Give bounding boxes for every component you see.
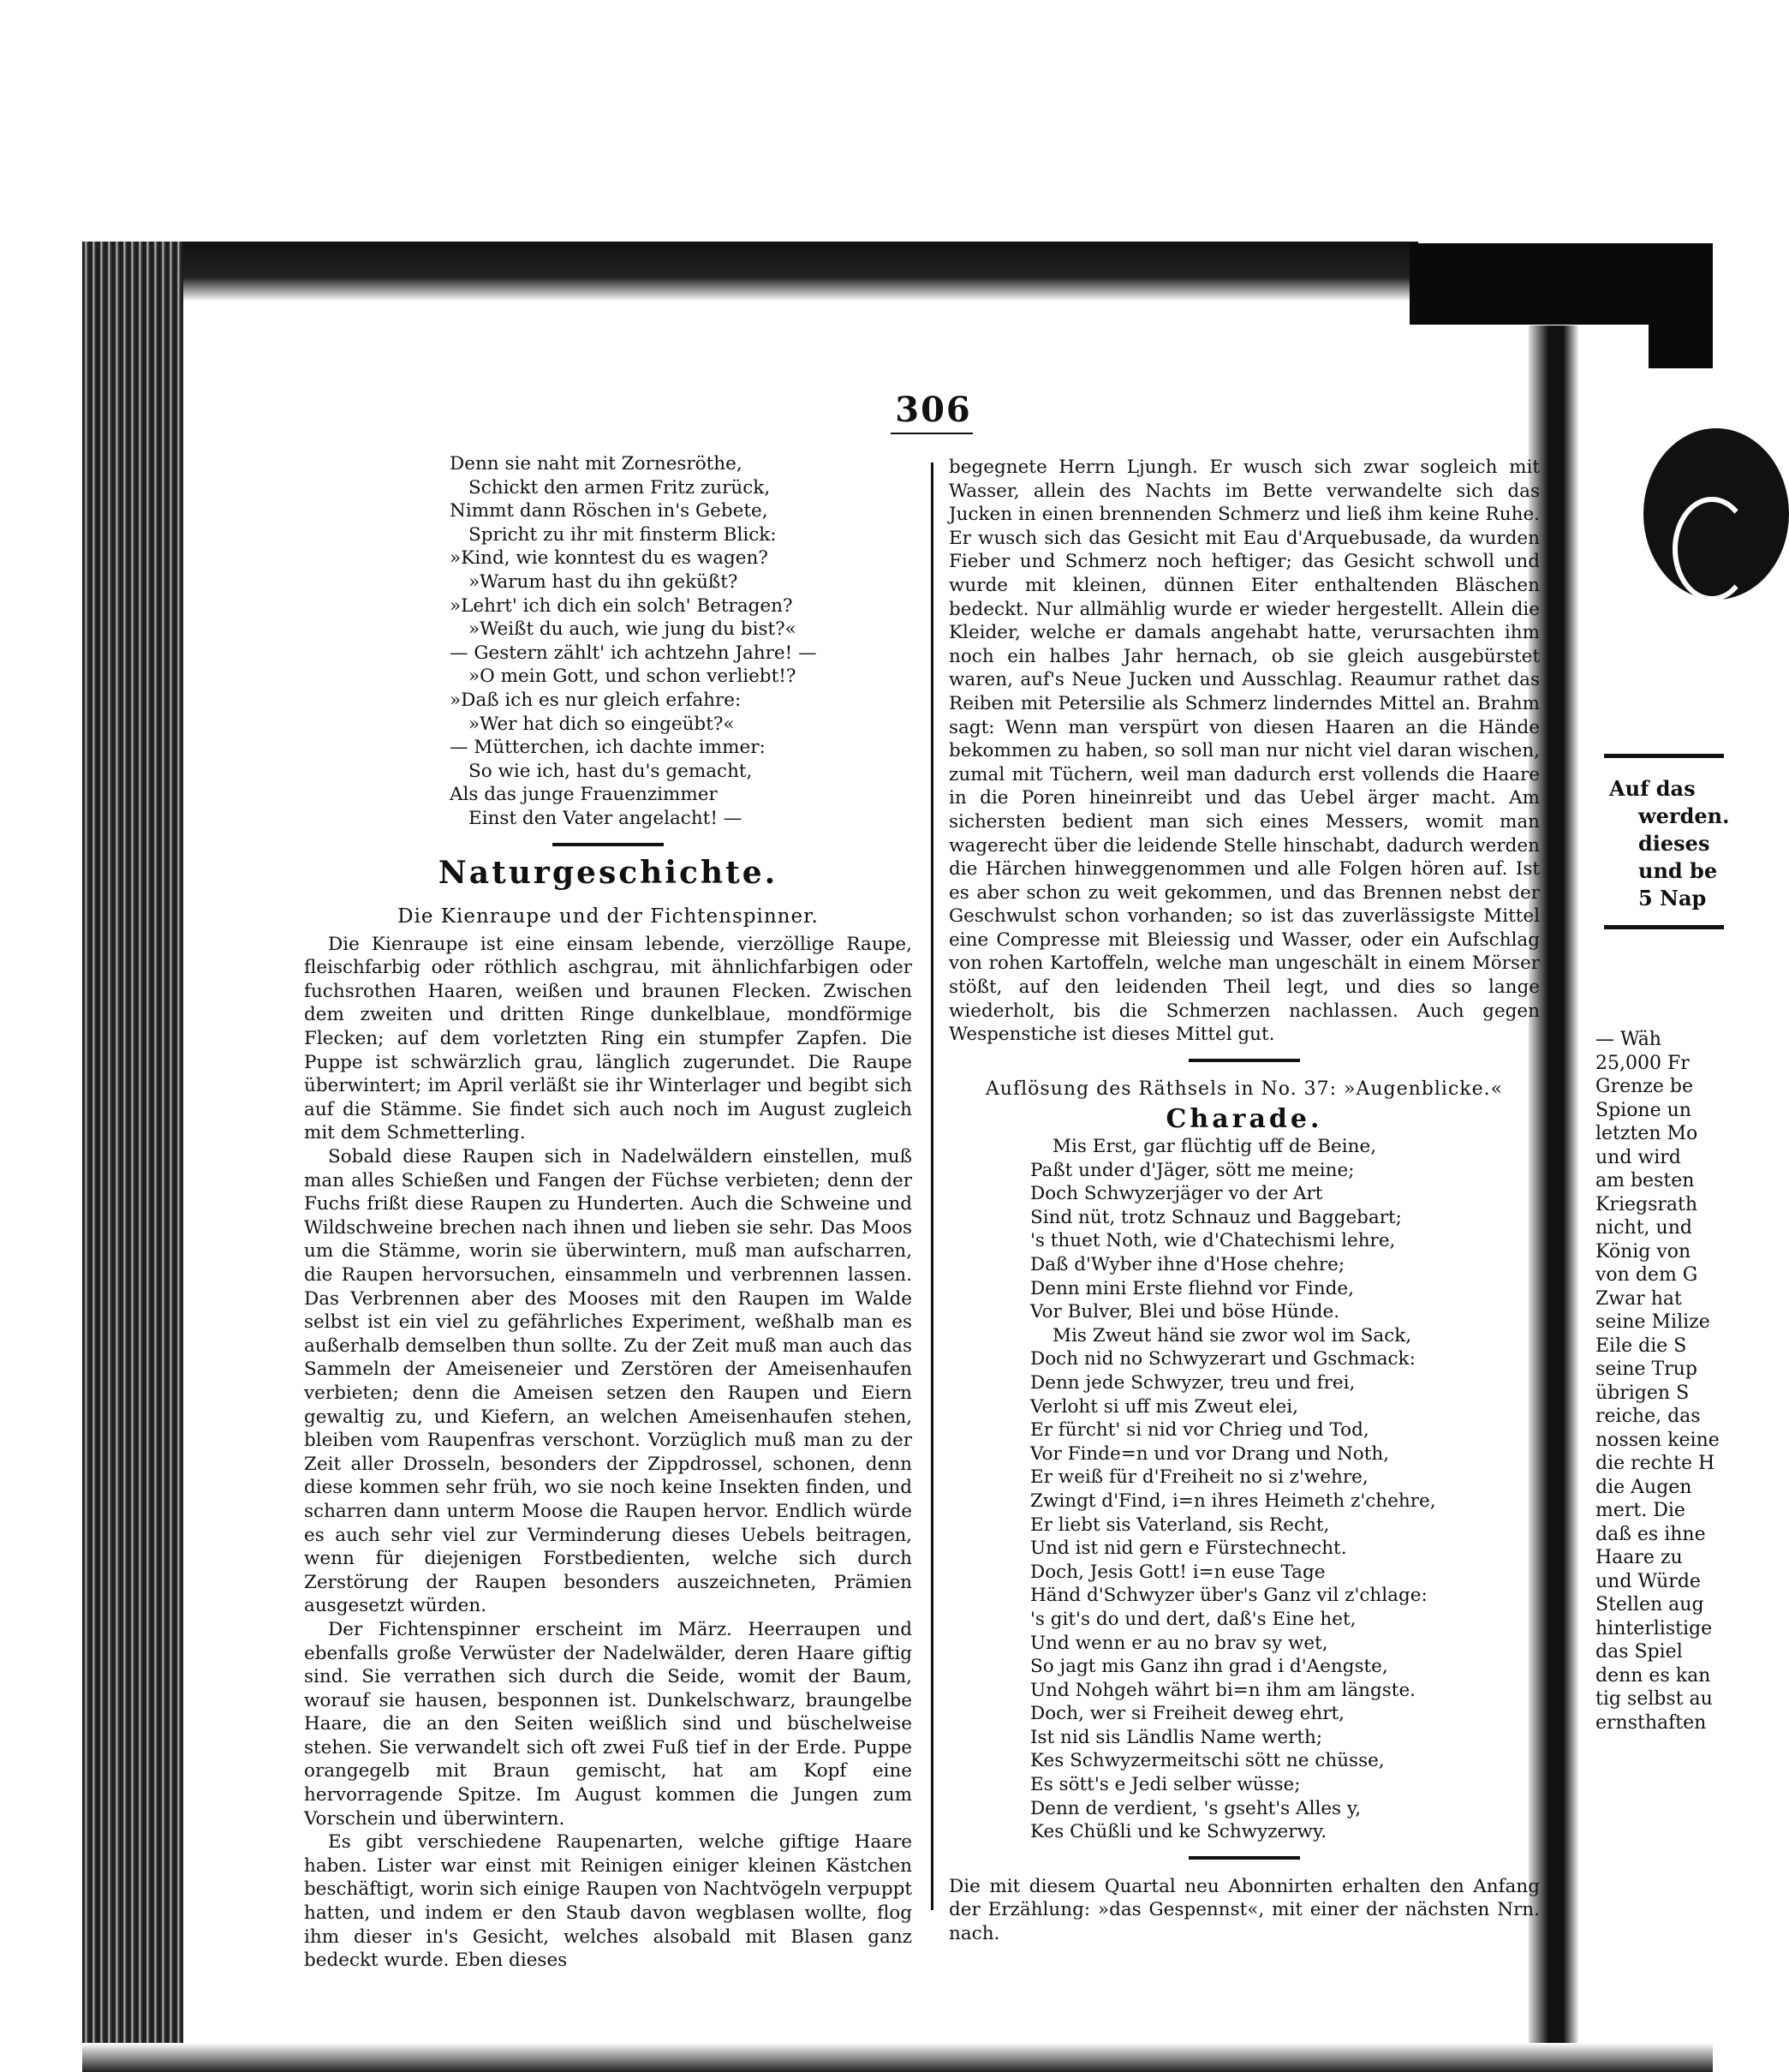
page-number: 306: [895, 390, 972, 430]
right-column: [949, 456, 1540, 1946]
charade-line: Denn mini Erste fliehnd vor Finde,: [1030, 1277, 1354, 1299]
poem-line: »Lehrt' ich dich ein solch' Betragen?: [450, 594, 793, 617]
poem-line: Als das junge Frauenzimmer: [450, 784, 718, 806]
section-heading: Naturgeschichte.: [438, 854, 778, 891]
facing-line: denn es kan: [1595, 1664, 1711, 1687]
facing-line: Spione un: [1595, 1099, 1691, 1121]
ad-line: dieses: [1638, 831, 1710, 856]
facing-line: nossen keine: [1595, 1429, 1720, 1451]
facing-line: übrigen S: [1595, 1382, 1690, 1404]
section-divider: [552, 843, 664, 846]
charade-line: Denn de verdient, 's gseht's Alles y,: [1030, 1797, 1362, 1819]
charade-line: Paßt under d'Jäger, sött me meine;: [1030, 1159, 1355, 1181]
scan-shadow: [1410, 243, 1713, 325]
charade-heading: Charade.: [1166, 1104, 1323, 1135]
facing-line: hinterlistige: [1595, 1617, 1713, 1639]
charade-line: Zwingt d'Find, i=n ihres Heimeth z'chehre,: [1030, 1490, 1436, 1512]
charade-poem: [1030, 1135, 1540, 1844]
poem-line: — Gestern zählt' ich achtzehn Jahre! —: [450, 642, 817, 664]
poem-line: So wie ich, hast du's gemacht,: [468, 760, 753, 782]
book-page-edges: [82, 242, 183, 2053]
facing-line: und Würde: [1595, 1570, 1701, 1592]
section-divider: [1189, 1059, 1300, 1062]
scan-bottom-edge: [82, 2043, 1713, 2072]
charade-line: Mis Erst, gar flüchtig uff de Beine,: [1053, 1136, 1377, 1158]
column-divider: [931, 463, 933, 1910]
ad-line: werden.: [1638, 803, 1730, 828]
poem-line: Spricht zu ihr mit finsterm Blick:: [468, 523, 777, 546]
charade-line: Es sött's e Jedi selber wüsse;: [1030, 1774, 1301, 1796]
poem-line: »Weißt du auch, wie jung du bist?«: [468, 618, 796, 641]
charade-line: Er liebt sis Vaterland, sis Recht,: [1030, 1514, 1330, 1536]
charade-line: Und Nohgeh währt bi=n ihm am längste.: [1030, 1679, 1416, 1701]
poem-line: Denn sie naht mit Zornesröthe,: [450, 453, 742, 475]
facing-line: von dem G: [1595, 1264, 1698, 1286]
facing-line: seine Trup: [1595, 1358, 1697, 1380]
facing-line: — Wäh: [1595, 1029, 1661, 1050]
facing-line: die Augen: [1595, 1476, 1692, 1498]
facing-page-column: [1595, 1028, 1720, 1735]
facing-line: die rechte H: [1595, 1453, 1715, 1474]
poem-line: »Kind, wie konntest du es wagen?: [450, 547, 768, 570]
article-paragraph: Es gibt verschiedene Raupenarten, welche giftige Haare haben. Lister war einst mit Reinigen einiger kleinen Kästchen beschäftigt, worin sich einige Raupen von Nachtvögeln verpuppt hatten, und indem er den Staub davon wegblasen wollte, flog ihm dieser in's Gesicht, welches alsobald mit Blasen ganz bedeckt wurde. Eben dieses: [304, 1831, 912, 1972]
ad-line: 5 Nap: [1638, 886, 1707, 911]
facing-line: Eile die S: [1595, 1335, 1687, 1357]
ad-line: Auf das: [1609, 776, 1696, 801]
charade-line: Doch nid no Schwyzerart und Gschmack:: [1030, 1348, 1416, 1370]
charade-line: Doch, wer si Freiheit deweg ehrt,: [1030, 1703, 1345, 1725]
article-paragraph: Die Kienraupe ist eine einsam lebende, vierzöllige Raupe, fleischfarbig oder röthlich aschgrau, mit ähnlichfarbigen oder fuchsrothen Haaren, weißen und braunen Flecken. Zwischen dem zweiten und dritten Ringe dunkelblaue, mondförmige Flecken; auf dem vorletzten Ring ein stumpfer Zapfen. Die Puppe ist schwärzlich grau, länglich zugerundet. Die Raupe überwintert; im April verläßt sie ihr Winterlager und begibt sich auf die Stämme. Sie findet sich auch noch im August zugleich mit dem Schmetterling.: [304, 933, 912, 1144]
facing-line: am besten: [1595, 1170, 1695, 1191]
poem-line: Nimmt dann Röschen in's Gebete,: [450, 500, 768, 522]
charade-line: So jagt mis Ganz ihn grad i d'Aengste,: [1030, 1656, 1388, 1678]
poem-line: Schickt den armen Fritz zurück,: [468, 476, 771, 499]
charade-line: Doch Schwyzerjäger vo der Art: [1030, 1183, 1323, 1205]
facing-line: Kriegsrath: [1595, 1193, 1698, 1215]
facing-line: mert. Die: [1595, 1500, 1685, 1521]
facing-line: das Spiel: [1595, 1641, 1683, 1663]
charade-line: Daß d'Wyber ihne d'Hose chehre;: [1030, 1254, 1345, 1275]
charade-line: Händ d'Schwyzer über's Ganz vil z'chlage:: [1030, 1585, 1428, 1607]
ad-rule-top: [1604, 754, 1724, 758]
charade-line: Vor Finde=n und vor Drang und Noth,: [1030, 1442, 1390, 1465]
facing-line: Zwar hat: [1595, 1287, 1682, 1310]
charade-line: Mis Zweut händ sie zwor wol im Sack,: [1053, 1324, 1412, 1347]
poem-line: »O mein Gott, und schon verliebt!?: [468, 666, 796, 688]
charade-line: Vor Bulver, Blei und böse Hünde.: [1030, 1301, 1340, 1323]
poem-line: »Daß ich es nur gleich erfahre:: [450, 689, 742, 711]
charade-line: 's thuet Noth, wie d'Chatechismi lehre,: [1030, 1230, 1396, 1252]
subscriber-notice: Die mit diesem Quartal neu Abonnirten erhalten den Anfang der Erzählung: »das Gespennst«, mit einer der nächsten Nrn. nach.: [949, 1875, 1540, 1945]
poem-line: »Warum hast du ihn geküßt?: [468, 570, 738, 593]
article-paragraph: Der Fichtenspinner erscheint im März. Heerraupen und ebenfalls große Verwüster der Nadelwälder, deren Haare giftig sind. Sie verrathen sich durch die Seide, womit der Baum, worauf sie hausen, besponnen ist. Dunkelschwarz, braungelbe Haare, die an den Seiten weißlich sind und büschelweise stehen. Sie verwandelt sich oft zwei Fuß tief in der Erde. Puppe orangegelb mit Braun gemischt, hat am Kopf eine hervorragende Spitze. Im August kommen die Jungen zum Vorschein und überwintern.: [304, 1618, 912, 1830]
article-paragraph: Sobald diese Raupen sich in Nadelwäldern einstellen, muß man alles Schießen und Fangen der Füchse verbieten; denn der Fuchs frißt diese Raupen zu Hunderten. Auch die Schweine und Wildschweine brechen nach ihnen und lieben sie sehr. Das Moos um die Stämme, worin sie überwintern, muß man aufscharren, die Raupen hervorsuchen, einsammeln und verbrennen lassen. Das Verbrennen aber des Mooses mit den Raupen im Walde selbst ist ein viel zu gefährliches Experiment, weßhalb man es außerhalb demselben thun sollte. Zu der Zeit muß man auch das Sammeln der Ameiseneier und Zerstören der Ameisenhaufen verbieten; denn die Ameisen setzen den Raupen und Eiern gewaltig zu, und Kiefern, an welchen Ameisenhaufen stehen, bleiben vom Raupenfras verschont. Vorzüglich muß man zu der Zeit aller Drosseln, besonders der Zippdrossel, schonen, denn diese kommen sehr früh, wo sie noch keine Insekten finden, und scharren dann unterm Moose die Raupen hervor. Endlich würde es auch sehr viel zur Verminderung dieses Uebels beitragen, wenn für diejenigen Forstbedienten, welche sich durch Zerstörung der Raupen besonders auszeichneten, Prämien ausgesetzt würden.: [304, 1146, 912, 1617]
charade-line: Doch, Jesis Gott! i=n euse Tage: [1030, 1561, 1326, 1583]
charade-line: Kes Chüßli und ke Schwyzerwy.: [1030, 1821, 1327, 1843]
facing-line: Stellen aug: [1595, 1594, 1704, 1615]
left-column: [304, 452, 912, 1973]
section-divider: [1189, 1856, 1300, 1860]
poem: [450, 452, 912, 831]
facing-line: und wird: [1595, 1146, 1681, 1168]
article-title: Die Kienraupe und der Fichtenspinner.: [397, 905, 819, 929]
facing-line: reiche, das: [1595, 1406, 1701, 1427]
ad-line: und be: [1638, 858, 1718, 883]
facing-line: seine Milize: [1595, 1311, 1710, 1333]
charade-line: Denn jede Schwyzer, treu und frei,: [1030, 1371, 1356, 1394]
poem-line: »Wer hat dich so eingeübt?«: [468, 713, 735, 735]
facing-line: Grenze be: [1595, 1076, 1693, 1097]
poem-line: Einst den Vater angelacht! —: [468, 807, 742, 829]
charade-line: Sind nüt, trotz Schnauz und Baggebart;: [1030, 1206, 1402, 1228]
facing-line: daß es ihne: [1595, 1523, 1706, 1545]
ad-rule-bottom: [1604, 925, 1724, 929]
charade-line: Kes Schwyzermeitschi sött ne chüsse,: [1030, 1750, 1385, 1772]
facing-line: König von: [1595, 1240, 1691, 1263]
emblem-ring: [1673, 497, 1751, 601]
facing-line: tig selbst au: [1595, 1688, 1713, 1710]
book-top-edge: [82, 242, 1418, 302]
charade-line: Und ist nid gern e Fürstechnecht.: [1030, 1538, 1347, 1560]
charade-line: Er weiß für d'Freiheit no si z'wehre,: [1030, 1466, 1369, 1489]
facing-line: Haare zu: [1595, 1547, 1683, 1568]
article-continuation: begegnete Herrn Ljungh. Er wusch sich zwar sogleich mit Wasser, allein des Nachts im Bette verwandelte sich das Jucken in einen brennenden Schmerz und ließ ihm keine Ruhe. Er wusch sich das Gesicht mit Eau d'Arquebusade, da wurden Fieber und Schmerz noch heftiger; das Gesicht schwoll und wurde mit kleinen, dünnen Eiter enthaltenden Bläschen bedeckt. Nur allmählig wurde er wieder hergestellt. Allein die Kleider, welche er damals angehabt hatte, verursachten ihm noch ein halbes Jahr hernach, ob sie gleich ausgebürstet waren, auf's Neue Jucken und Ausschlag. Reaumur rathet das Reiben mit Petersilie als Schmerz linderndes Mittel an. Brahm sagt: Wenn man verspürt von diesen Haaren an die Hände bekommen zu haben, so soll man nur nicht viel daran wischen, zumal mit Tüchern, weil man dadurch erst vollends die Haare in die Poren hineinreibt und das Uebel ärger macht. Am sichersten bedient man sich eines Messers, womit man wagerecht über die leidende Stelle hinschabt, dadurch werden die Härchen hinweggenommen und alle Folgen hören auf. Ist es aber schon zu weit gekommen, und das Brennen nebst der Geschwulst schon vorhanden; so ist das zuverlässigste Mittel eine Compresse mit Bleiessig und Wasser, oder ein Aufschlag von rohen Kartoffeln, welche man ungeschält in einem Mörser stößt, auf den leidenden Theil legt, und dies so lange wiederholt, bis die Schmerzen nachlassen. Auch gegen Wespenstiche ist dieses Mittel gut.: [949, 457, 1540, 1046]
facing-line: letzten Mo: [1595, 1123, 1698, 1144]
charade-line: 's git's do und dert, daß's Eine het,: [1030, 1608, 1357, 1630]
facing-line: ernsthaften: [1595, 1711, 1707, 1734]
charade-line: Verloht si uff mis Zweut elei,: [1030, 1395, 1298, 1418]
riddle-solution: Auflösung des Räthsels in No. 37: »Augenblicke.«: [985, 1078, 1504, 1100]
page-number-underline: [891, 433, 973, 434]
facing-page: [1578, 325, 1730, 2039]
charade-line: Und wenn er au no brav sy wet,: [1030, 1632, 1328, 1654]
facing-line: nicht, und: [1595, 1217, 1692, 1239]
facing-line: 25,000 Fr: [1595, 1052, 1690, 1074]
poem-line: — Mütterchen, ich dachte immer:: [450, 737, 766, 759]
charade-line: Er fürcht' si nid vor Chrieg und Tod,: [1030, 1419, 1369, 1442]
charade-line: Ist nid sis Ländlis Name werth;: [1030, 1726, 1323, 1748]
